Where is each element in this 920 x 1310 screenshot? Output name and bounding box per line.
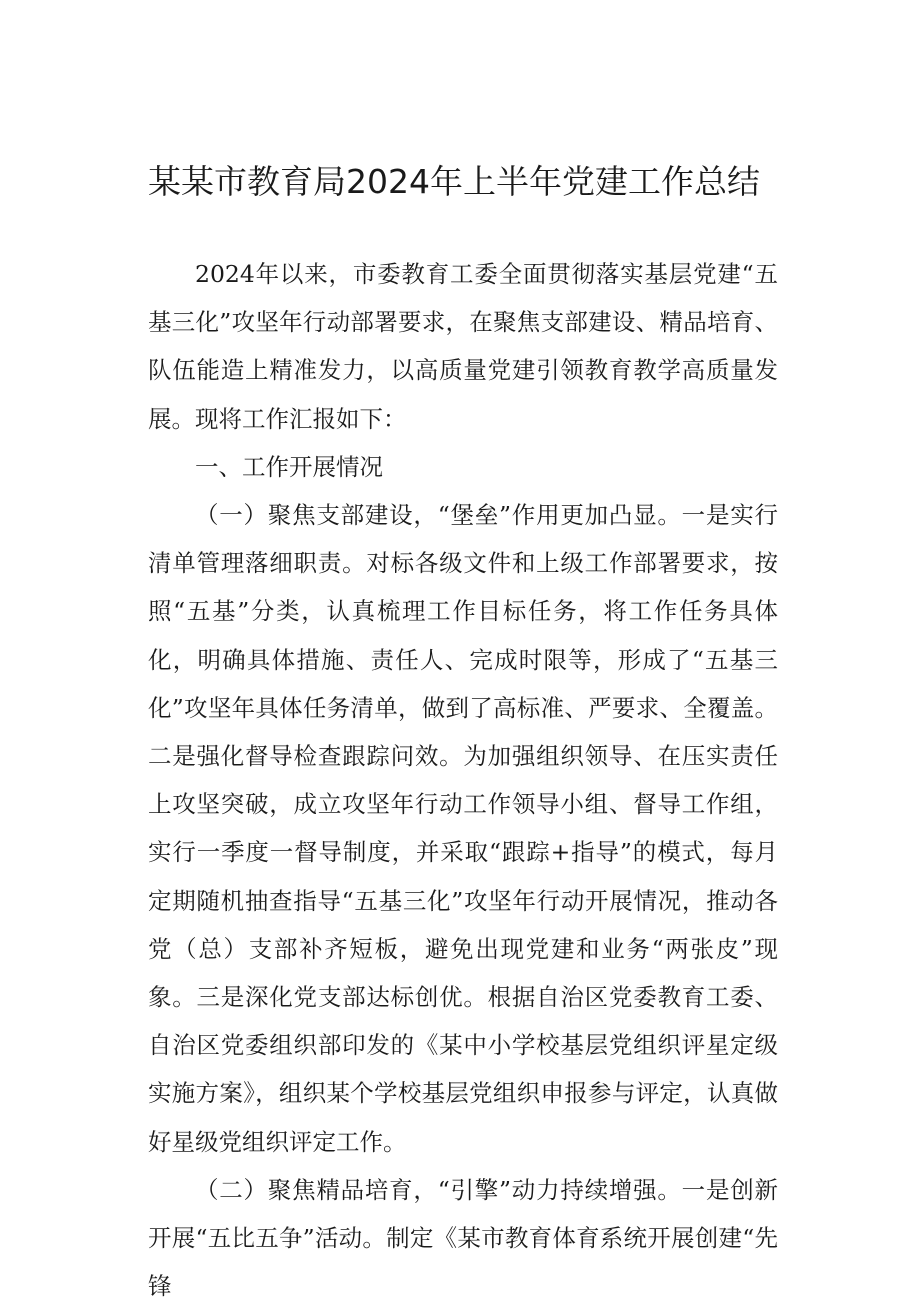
section-heading: 一、工作开展情况 [195, 452, 383, 481]
paragraph-branch-building: （一）聚焦支部建设，“堡垒”作用更加凸显。一是实行清单管理落细职责。对标各级文件和上级工作部署要求，按照“五基”分类，认真梳理工作目标任务，将工作任务具体化，明确具体措施、责任人、完成时限等，形成了“五基三化”攻坚年具体任务清单，做到了高标准、严要求、全覆盖。二是强化督导检查跟踪问效。为加强组织领导、在压实责任上攻坚突破，成立攻坚年行动工作领导小组、督导工作组，实行一季度一督导制度，并采取“跟踪+指导”的模式，每月定期随机抽查指导“五基三化”攻坚年行动开展情况，推动各党（总）支部补齐短板，避免出现党建和业务“两张皮”现象。三是深化党支部达标创优。根据自治区党委教育工委、自治区党委组织部印发的《某中小学校基层党组织评星定级实施方案》，组织某个学校基层党组织申报参与评定，认真做好星级党组织评定工作。 [148, 501, 778, 1156]
intro-paragraph: 2024年以来，市委教育工委全面贯彻落实基层党建“五基三化”攻坚年行动部署要求，在聚焦支部建设、精品培育、队伍能造上精准发力，以高质量党建引领教育教学高质量发展。现将工作汇报如下： [148, 260, 778, 433]
paragraph-quality-cultivation: （二）聚焦精品培育，“引擎”动力持续增强。一是创新开展“五比五争”活动。制定《某市教育体育系统开展创建“先锋 [148, 1175, 778, 1301]
document-body [148, 250, 778, 1310]
document-title: 某某市教育局2024年上半年党建工作总结 [148, 162, 760, 201]
